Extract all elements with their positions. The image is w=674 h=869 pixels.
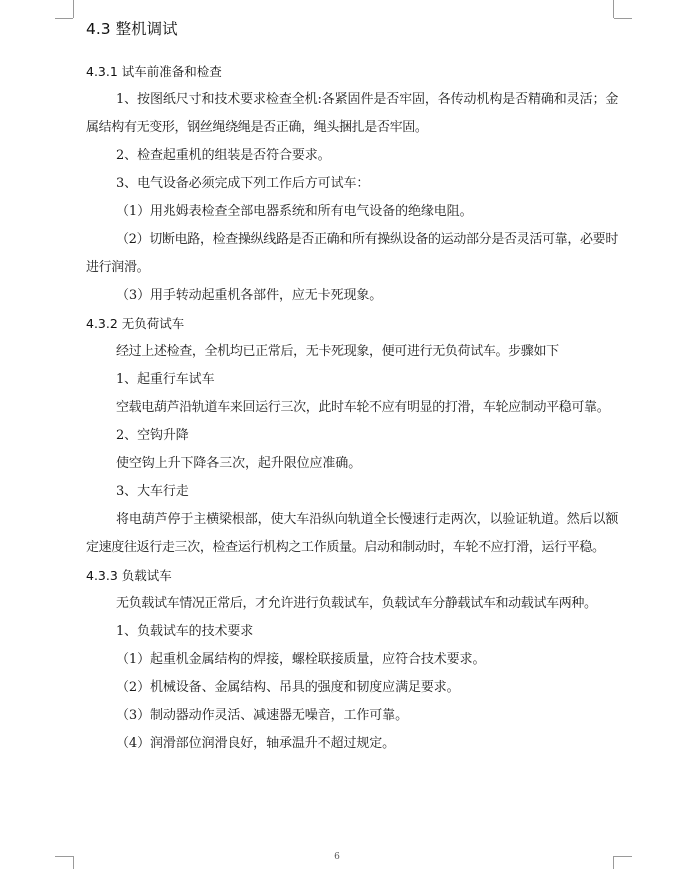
paragraph: 经过上述检查，全机均已正常后，无卡死现象，便可进行无负荷试车。步骤如下 — [116, 344, 559, 359]
document-page — [86, 14, 618, 758]
section-4-3-2 — [86, 310, 618, 562]
section-heading: 4.3.1 试车前准备和检查 — [86, 64, 222, 79]
paragraph: 1、负载试车的技术要求 — [116, 624, 254, 639]
paragraph: 3、电气设备必须完成下列工作后方可试车： — [116, 176, 370, 191]
section-heading: 4.3.2 无负荷试车 — [86, 316, 185, 331]
crop-mark-top-left-h — [55, 18, 73, 19]
paragraph: 2、空钩升降 — [116, 428, 189, 443]
paragraph: 3、大车行走 — [116, 484, 189, 499]
paragraph: （1）用兆姆表检查全部电器系统和所有电气设备的绝缘电阻。 — [116, 204, 473, 219]
paragraph: 空载电葫芦沿轨道车来回运行三次，此时车轮不应有明显的打滑，车轮应制动平稳可靠。 — [116, 400, 610, 415]
paragraph: （3）用手转动起重机各部件，应无卡死现象。 — [116, 288, 383, 303]
paragraph: 1、起重行车试车 — [116, 372, 215, 387]
paragraph: 将电葫芦停于主横梁根部，使大车沿纵向轨道全长慢速行走两次，以验证轨道。然后以额定速度往返行走三次，检查运行机构之工作质量。启动和制动时，车轮不应打滑，运行平稳。 — [86, 512, 618, 555]
paragraph: 1、按图纸尺寸和技术要求检查全机:各紧固件是否牢固，各传动机构是否精确和灵活；金属结构有无变形，钢丝绳绕绳是否正确，绳头捆扎是否牢固。 — [86, 92, 618, 135]
paragraph: （2）切断电路，检查操纵线路是否正确和所有操纵设备的运动部分是否灵活可靠，必要时进行润滑。 — [86, 232, 618, 275]
paragraph: 2、检查起重机的组装是否符合要求。 — [116, 148, 331, 163]
paragraph: （3）制动器动作灵活、减速器无噪音，工作可靠。 — [116, 708, 408, 723]
section-heading: 4.3.3 负载试车 — [86, 568, 172, 583]
paragraph: （4）润滑部位润滑良好，轴承温升不超过规定。 — [116, 736, 396, 751]
page-number: 6 — [334, 852, 340, 862]
paragraph: 无负载试车情况正常后，才允许进行负载试车，负载试车分静载试车和动载试车两种。 — [116, 596, 597, 611]
paragraph: 使空钩上升下降各三次，起升限位应准确。 — [116, 456, 362, 471]
crop-mark-top-left-v — [73, 0, 74, 18]
paragraph: （1）起重机金属结构的焊接，螺栓联接质量，应符合技术要求。 — [116, 652, 486, 667]
section-4-3-3 — [86, 562, 618, 758]
section-title: 4.3 整机调试 — [86, 20, 178, 38]
paragraph: （2）机械设备、金属结构、吊具的强度和韧度应满足要求。 — [116, 680, 460, 695]
section-4-3-1 — [86, 58, 618, 310]
